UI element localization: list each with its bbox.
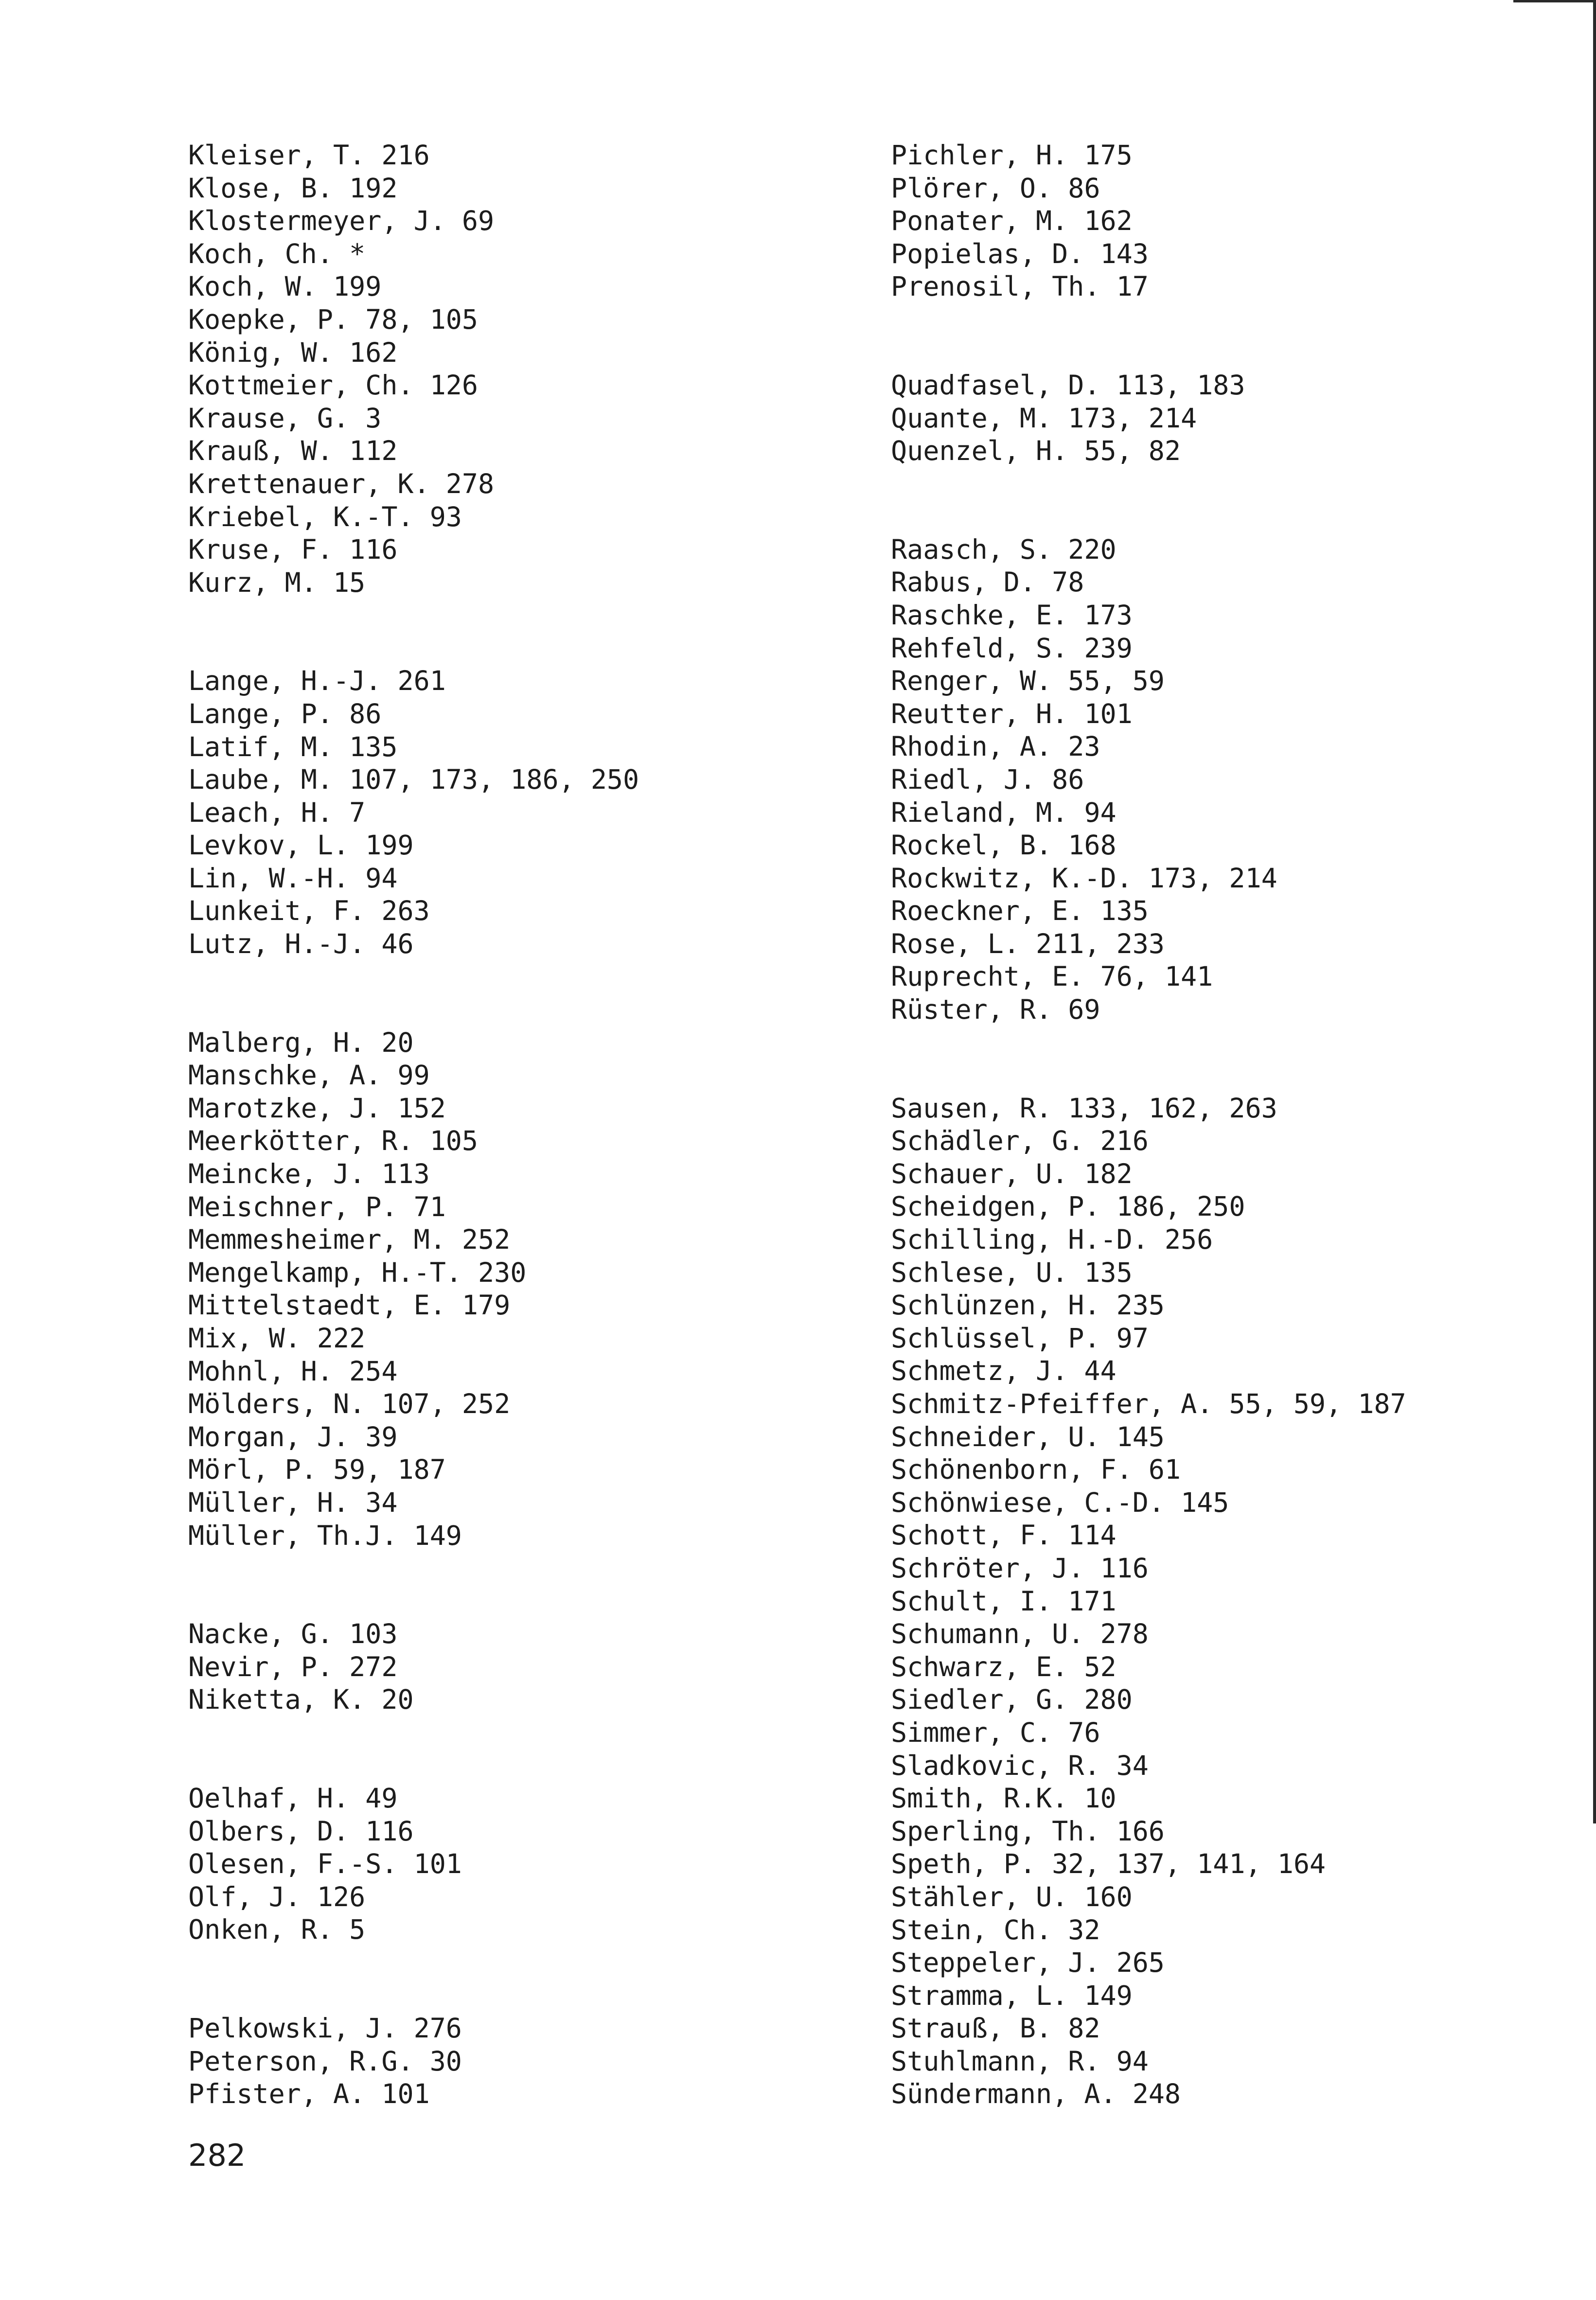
index-entry: Raasch, S. 220 (891, 533, 1117, 565)
index-entry: Manschke, A. 99 (188, 1060, 430, 1091)
index-group (188, 1026, 869, 1553)
index-entry: Schumann, U. 278 (891, 1618, 1149, 1650)
index-entry: Stein, Ch. 32 (891, 1914, 1100, 1946)
index-entry: Olf, J. 126 (188, 1881, 366, 1912)
index-entry: Koepke, P. 78, 105 (188, 303, 479, 335)
scan-edge-top (1513, 0, 1596, 2)
index-entry: Mengelkamp, H.-T. 230 (188, 1256, 527, 1288)
index-group (891, 139, 1572, 303)
index-entry: Plörer, O. 86 (891, 172, 1100, 204)
index-group (188, 1782, 869, 1946)
index-entry: Schmetz, J. 44 (891, 1355, 1117, 1387)
index-entry: Rose, L. 211, 233 (891, 928, 1165, 959)
index-entry: Pelkowski, J. 276 (188, 2012, 462, 2044)
index-entry: Ponater, M. 162 (891, 205, 1133, 237)
index-entry: Koch, Ch. * (188, 238, 366, 269)
index-entry: Klose, B. 192 (188, 172, 398, 204)
index-entry: Mix, W. 222 (188, 1323, 366, 1354)
index-entry: Schröter, J. 116 (891, 1552, 1149, 1584)
index-entry: Ruprecht, E. 76, 141 (891, 961, 1213, 992)
index-entry: Reutter, H. 101 (891, 698, 1133, 729)
index-entry: Schauer, U. 182 (891, 1158, 1133, 1189)
index-entry: Sladkovic, R. 34 (891, 1750, 1149, 1781)
index-entry: Rockwitz, K.-D. 173, 214 (891, 862, 1277, 894)
index-entry: Stuhlmann, R. 94 (891, 2045, 1149, 2077)
index-entry: Raschke, E. 173 (891, 599, 1133, 631)
left-column (188, 139, 869, 2176)
index-entry: Mittelstaedt, E. 179 (188, 1290, 511, 1321)
index-entry: Sündermann, A. 248 (891, 2078, 1181, 2110)
index-entry: Leach, H. 7 (188, 796, 366, 828)
index-entry: Schönenborn, F. 61 (891, 1454, 1181, 1486)
index-entry: Peterson, R.G. 30 (188, 2045, 462, 2077)
index-entry: Mohnl, H. 254 (188, 1355, 398, 1387)
index-entry: Schwarz, E. 52 (891, 1651, 1117, 1682)
index-entry: Sausen, R. 133, 162, 263 (891, 1092, 1277, 1124)
index-entry: Morgan, J. 39 (188, 1421, 398, 1452)
index-entry: Quadfasel, D. 113, 183 (891, 369, 1245, 401)
index-entry: Lin, W.-H. 94 (188, 862, 398, 894)
index-group (188, 2012, 869, 2111)
index-entry: Laube, M. 107, 173, 186, 250 (188, 764, 639, 796)
right-column (891, 139, 1572, 2176)
index-entry: Steppeler, J. 265 (891, 1947, 1165, 1979)
index-entry: Quante, M. 173, 214 (891, 402, 1197, 434)
index-entry: Pfister, A. 101 (188, 2078, 430, 2110)
index-entry: Roeckner, E. 135 (891, 895, 1149, 927)
index-entry: Koch, W. 199 (188, 271, 382, 302)
index-entry: Marotzke, J. 152 (188, 1092, 446, 1124)
index-entry: Levkov, L. 199 (188, 830, 414, 861)
index-entry: Rhodin, A. 23 (891, 731, 1100, 762)
index-entry: Meischner, P. 71 (188, 1191, 446, 1222)
index-entry: Mölders, N. 107, 252 (188, 1388, 511, 1420)
index-entry: Simmer, C. 76 (891, 1716, 1100, 1748)
index-entry: Kleiser, T. 216 (188, 140, 430, 171)
index-entry: Pichler, H. 175 (891, 140, 1133, 171)
index-entry: Krause, G. 3 (188, 402, 382, 434)
index-group (188, 665, 869, 960)
index-entry: Popielas, D. 143 (891, 238, 1149, 269)
index-entry: Krauß, W. 112 (188, 435, 398, 467)
index-entry: Rüster, R. 69 (891, 994, 1100, 1026)
index-entry: Schädler, G. 216 (891, 1125, 1149, 1157)
index-entry: Rieland, M. 94 (891, 796, 1117, 828)
index-group (891, 533, 1572, 1026)
index-entry: Memmesheimer, M. 252 (188, 1224, 511, 1256)
index-entry: Prenosil, Th. 17 (891, 271, 1149, 302)
index-entry: Schilling, H.-D. 256 (891, 1224, 1213, 1256)
index-group (188, 139, 869, 599)
index-group (188, 1618, 869, 1716)
index-entry: Latif, M. 135 (188, 731, 398, 762)
index-entry: Schmitz-Pfeiffer, A. 55, 59, 187 (891, 1388, 1406, 1419)
index-entry: Nacke, G. 103 (188, 1618, 398, 1650)
index-entry: König, W. 162 (188, 336, 398, 368)
index-entry: Müller, H. 34 (188, 1486, 398, 1518)
index-entry: Speth, P. 32, 137, 141, 164 (891, 1848, 1326, 1880)
index-entry: Siedler, G. 280 (891, 1684, 1133, 1716)
index-entry: Rockel, B. 168 (891, 830, 1117, 861)
index-group (891, 369, 1572, 468)
index-entry: Kurz, M. 15 (188, 566, 366, 598)
index-entry: Schult, I. 171 (891, 1585, 1117, 1617)
index-entry: Riedl, J. 86 (891, 763, 1084, 795)
index-entry: Sperling, Th. 166 (891, 1815, 1165, 1847)
index-entry: Schlese, U. 135 (891, 1256, 1133, 1288)
index-entry: Strauß, B. 82 (891, 2013, 1100, 2044)
index-entry: Lange, P. 86 (188, 698, 382, 729)
index-entry: Rabus, D. 78 (891, 566, 1084, 598)
index-entry: Stähler, U. 160 (891, 1881, 1133, 1912)
index-entry: Müller, Th.J. 149 (188, 1520, 462, 1551)
index-entry: Renger, W. 55, 59 (891, 665, 1165, 697)
index-entry: Klostermeyer, J. 69 (188, 205, 495, 237)
index-entry: Lutz, H.-J. 46 (188, 928, 414, 960)
page-number: 282 (188, 2138, 246, 2173)
index-entry: Krettenauer, K. 278 (188, 468, 495, 499)
index-entry: Schlünzen, H. 235 (891, 1290, 1165, 1321)
index-entry: Schlüssel, P. 97 (891, 1322, 1149, 1354)
index-entry: Niketta, K. 20 (188, 1684, 414, 1716)
index-entry: Schneider, U. 145 (891, 1421, 1165, 1452)
index-entry: Kriebel, K.-T. 93 (188, 501, 462, 532)
index-entry: Kottmeier, Ch. 126 (188, 370, 479, 401)
index-entry: Smith, R.K. 10 (891, 1783, 1117, 1814)
index-entry: Onken, R. 5 (188, 1914, 366, 1946)
index-entry: Kruse, F. 116 (188, 534, 398, 566)
index-entry: Stramma, L. 149 (891, 1980, 1133, 2011)
index-entry: Schott, F. 114 (891, 1520, 1117, 1551)
index-entry: Malberg, H. 20 (188, 1026, 414, 1058)
index-entry: Oelhaf, H. 49 (188, 1782, 398, 1814)
index-entry: Meincke, J. 113 (188, 1158, 430, 1190)
index-entry: Nevir, P. 272 (188, 1651, 398, 1682)
index-entry: Meerkötter, R. 105 (188, 1125, 479, 1157)
index-entry: Lange, H.-J. 261 (188, 665, 446, 697)
index-group (891, 1092, 1572, 2111)
scan-edge (1593, 0, 1596, 1823)
index-entry: Quenzel, H. 55, 82 (891, 435, 1181, 467)
index-entry: Rehfeld, S. 239 (891, 632, 1133, 664)
index-entry: Mörl, P. 59, 187 (188, 1454, 446, 1486)
index-entry: Lunkeit, F. 263 (188, 895, 430, 927)
index-entry: Olesen, F.-S. 101 (188, 1848, 462, 1880)
index-entry: Scheidgen, P. 186, 250 (891, 1191, 1245, 1222)
index-entry: Olbers, D. 116 (188, 1815, 414, 1847)
index-entry: Schönwiese, C.-D. 145 (891, 1486, 1229, 1518)
